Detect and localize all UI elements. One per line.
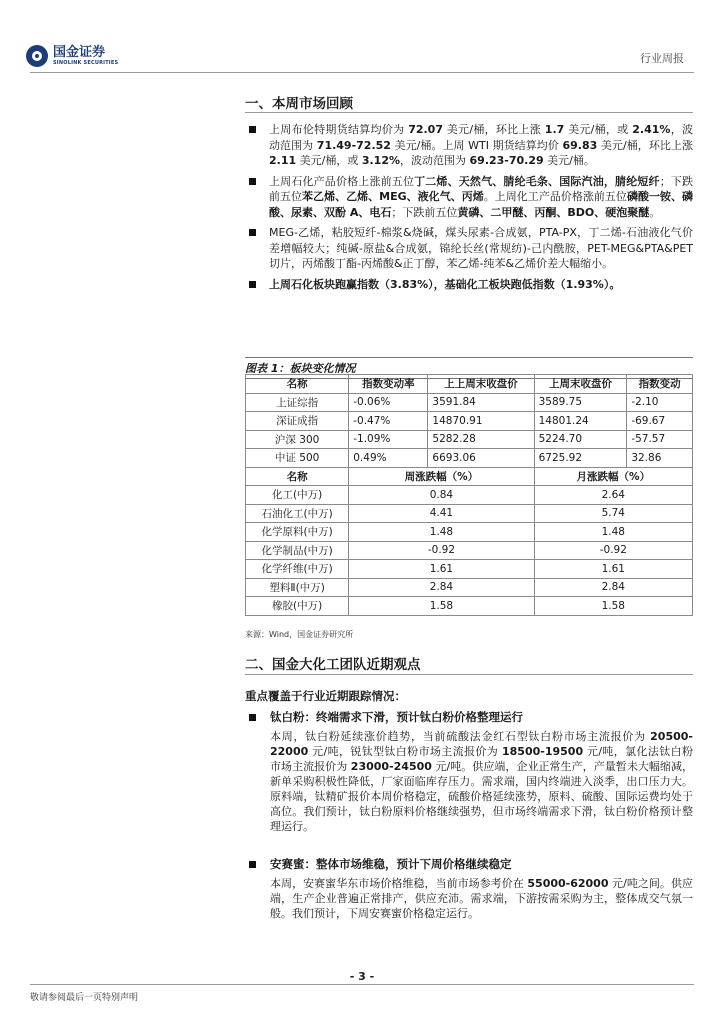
text-run: 55000-62000 xyxy=(527,877,609,890)
table-cell: 1.61 xyxy=(534,560,692,579)
table-header-cell: 指数变动率 xyxy=(349,375,428,394)
table-row xyxy=(246,560,693,579)
table-cell: 1.61 xyxy=(349,560,534,579)
market-review-bullet xyxy=(245,277,693,293)
table-cell: 0.84 xyxy=(349,486,534,505)
square-bullet-icon xyxy=(249,714,256,721)
text-run: 元/吨之间。供应端，生产企业普遍正常排产，供应充沛。需求端，下游按需采购为主，整体成交气氛一般。我们预计，下周安赛蜜价格稳定运行。 xyxy=(270,877,693,920)
section1-divider xyxy=(245,112,693,113)
footer-disclaimer: 敬请参阅最后一页特别声明 xyxy=(30,993,139,1003)
table-row xyxy=(246,523,693,542)
table-row xyxy=(246,412,693,431)
table-cell: 化学纤维(中万) xyxy=(246,560,349,579)
text-run: 美元/桶，环比上涨 xyxy=(442,123,545,136)
table-cell: 3591.84 xyxy=(428,393,534,412)
table-header-cell: 周涨跌幅（%） xyxy=(349,467,534,486)
table-row xyxy=(246,578,693,597)
section2-divider xyxy=(245,674,693,675)
table-header-cell: 指数变动 xyxy=(627,375,693,394)
table-cell: -0.47% xyxy=(349,412,428,431)
table-cell: 化学原料(中万) xyxy=(246,523,349,542)
viewpoint-body-acesulfame xyxy=(270,876,693,921)
text-run: 美元/桶。上周 WTI 期货结算均价 xyxy=(390,138,563,152)
table-row xyxy=(246,486,693,505)
table-cell: 石油化工(中万) xyxy=(246,504,349,523)
text-run: 71.49-72.52 xyxy=(316,138,391,152)
table-cell: 6725.92 xyxy=(534,449,627,468)
table-header-row xyxy=(246,375,693,394)
table-cell: 深证成指 xyxy=(246,412,349,431)
table-row xyxy=(246,504,693,523)
viewpoint-heading-acesulfame: 安赛蜜：整体市场维稳，预计下周价格继续稳定 xyxy=(245,856,512,872)
text-run: 23000-24500 xyxy=(350,760,432,773)
table-header-cell: 上周末收盘价 xyxy=(534,375,627,394)
table-cell: 塑料Ⅱ(中万) xyxy=(246,578,349,597)
table-cell: 5282.28 xyxy=(428,430,534,449)
table-row xyxy=(246,430,693,449)
table-cell: 1.48 xyxy=(349,523,534,542)
table-cell: 14801.24 xyxy=(534,412,627,431)
coverage-subtitle: 重点覆盖于行业近期跟踪情况： xyxy=(245,689,406,703)
sector-change-table xyxy=(245,374,693,616)
logo-name-en: SINOLINK SECURITIES xyxy=(53,59,119,66)
table-cell: 32.86 xyxy=(627,449,693,468)
table-caption: 图表 1：板块变化情况 xyxy=(245,357,693,379)
table-row xyxy=(246,449,693,468)
table-row xyxy=(246,597,693,616)
table-header-cell: 名称 xyxy=(246,375,349,394)
text-run: 苯乙烯、乙烯、MEG、液化气、丙烯 xyxy=(302,190,484,203)
table-cell: -0.92 xyxy=(534,541,692,560)
text-run: 20500-22000 xyxy=(270,730,693,758)
text-run: 上周石化板块跑赢指数（3.83%），基础化工板块跑低指数（1.93%）。 xyxy=(269,277,621,291)
table-cell: -57.57 xyxy=(627,430,693,449)
logo-name-cn: 国金证券 xyxy=(53,44,106,60)
table-cell: 化学制品(中万) xyxy=(246,541,349,560)
text-run: 美元/桶。 xyxy=(543,154,595,167)
table-cell: -1.09% xyxy=(349,430,428,449)
text-run: 3.12% xyxy=(361,154,401,167)
table-cell: 1.58 xyxy=(349,597,534,616)
text-run: 本周，钛白粉延续涨价趋势，当前硫酸法金红石型钛白粉市场主流报价为 xyxy=(270,730,651,743)
table-cell: 2.84 xyxy=(349,578,534,597)
table-cell: 5224.70 xyxy=(534,430,627,449)
table-row xyxy=(246,393,693,412)
company-logo xyxy=(26,42,146,70)
footer-divider xyxy=(30,984,694,985)
header-divider xyxy=(30,72,694,73)
table-cell: 3589.75 xyxy=(534,393,627,412)
text-run: 美元/桶，或 xyxy=(564,123,633,136)
text-run: 元/吨。供应端，企业正常生产，产量暂未大幅缩减，新单采购积极性降低，厂家面临库存压力。需求端，国内终端进入淡季，出口压力大。原料端，钛精矿报价本周价格稳定，硫酸价格延续涨势，原料、硫酸、国际运费均处于高位。我们预计，钛白粉原料价格继续强势，但市场终端需求下滑，钛白粉价格预计整理运行。 xyxy=(270,760,693,833)
table-cell: 6693.06 xyxy=(428,449,534,468)
text-run: ，波动范围为 xyxy=(400,154,470,167)
text-run: 丁二烯、天然气、腈纶毛条、国际汽油，腈纶短纤 xyxy=(414,174,660,188)
table-cell: 0.49% xyxy=(349,449,428,468)
market-review-bullet xyxy=(245,225,693,272)
text-run: 磷酸一铵、磷酸、尿素、双酚 A、电石 xyxy=(269,190,694,219)
table-row xyxy=(246,541,693,560)
table-cell: 2.64 xyxy=(534,486,692,505)
logo-mark-icon xyxy=(26,45,48,67)
text-run: 元/吨，氯化法钛白粉市场主流报价为 xyxy=(270,745,694,773)
text-run: 18500-19500 xyxy=(502,745,584,758)
page-number: - 3 - xyxy=(349,970,375,983)
market-review-bullet xyxy=(245,122,693,169)
section2-title: 二、国金大化工团队近期观点 xyxy=(245,657,421,673)
text-run: ；下跌前五位 xyxy=(391,205,458,219)
table-header-row xyxy=(246,467,693,486)
market-review-bullet xyxy=(245,174,693,221)
table-cell: 化工(中万) xyxy=(246,486,349,505)
market-review-bullets xyxy=(245,122,693,297)
table-cell: 中证 500 xyxy=(246,449,349,468)
table-source: 来源：Wind，国金证券研究所 xyxy=(245,630,354,639)
text-run: 72.07 xyxy=(408,123,443,136)
table-cell: 4.41 xyxy=(349,504,534,523)
text-run: 2.11 xyxy=(269,154,297,167)
text-run: 上周石化产品价格上涨前五位 xyxy=(269,174,415,188)
table-header-cell: 名称 xyxy=(246,467,349,486)
text-run: 。上周化工产品价格涨前五位 xyxy=(483,190,627,203)
text-run: 黄磷、二甲醚、丙酮、BDO、硬泡聚醚 xyxy=(457,205,650,219)
table-cell: 橡胶(中万) xyxy=(246,597,349,616)
text-run: 1.7 xyxy=(544,123,565,136)
text-run: MEG-乙烯，粘胶短纤-棉浆&烧碱，煤头尿素-合成氨，PTA-PX，丁二烯-石油液化气价差增幅较大；纯碱-原盐&合成氨，锦纶长丝(常规纺)-己内酰胺，PET-MEG&PTA&PET 切片，丙烯酸丁酯-丙烯酸&正丁醇，苯乙烯-纯苯&乙烯价差大幅缩小。 xyxy=(269,226,693,270)
table-cell: 1.48 xyxy=(534,523,692,542)
table-cell: -0.92 xyxy=(349,541,534,560)
section1-title: 一、本周市场回顾 xyxy=(245,96,353,112)
text-run: 本周，安赛蜜华东市场价格维稳，当前市场参考价在 xyxy=(270,877,528,890)
table-cell: -69.67 xyxy=(627,412,693,431)
table-cell: 1.58 xyxy=(534,597,692,616)
viewpoint-body-titanium xyxy=(270,729,693,834)
viewpoint-heading-titanium: 钛白粉：终端需求下滑，预计钛白粉价格整理运行 xyxy=(245,709,523,725)
table-cell: 沪深 300 xyxy=(246,430,349,449)
text-run: 上周布伦特期货结算均价为 xyxy=(269,123,409,136)
table-header-cell: 月涨跌幅（%） xyxy=(534,467,692,486)
table-cell: 2.84 xyxy=(534,578,692,597)
square-bullet-icon xyxy=(249,861,256,868)
text-run: 69.23-70.29 xyxy=(469,154,544,167)
text-run: 元/吨，锐钛型钛白粉市场主流报价为 xyxy=(308,745,502,758)
table-header-cell: 上上周末收盘价 xyxy=(428,375,534,394)
table-cell: -2.10 xyxy=(627,393,693,412)
table-cell: 上证综指 xyxy=(246,393,349,412)
text-run: 美元/桶，环比上涨 xyxy=(597,138,694,152)
table-cell: -0.06% xyxy=(349,393,428,412)
text-run: 。 xyxy=(649,205,661,219)
report-type-tag: 行业周报 xyxy=(640,52,684,65)
text-run: 69.83 xyxy=(562,138,598,152)
text-run: 2.41% xyxy=(632,123,671,136)
text-run: ；下跌前五位 xyxy=(269,174,694,203)
table-cell: 5.74 xyxy=(534,504,692,523)
text-run: ，波动范围为 xyxy=(269,123,694,152)
table-cell: 14870.91 xyxy=(428,412,534,431)
text-run: 美元/桶，或 xyxy=(296,154,362,167)
